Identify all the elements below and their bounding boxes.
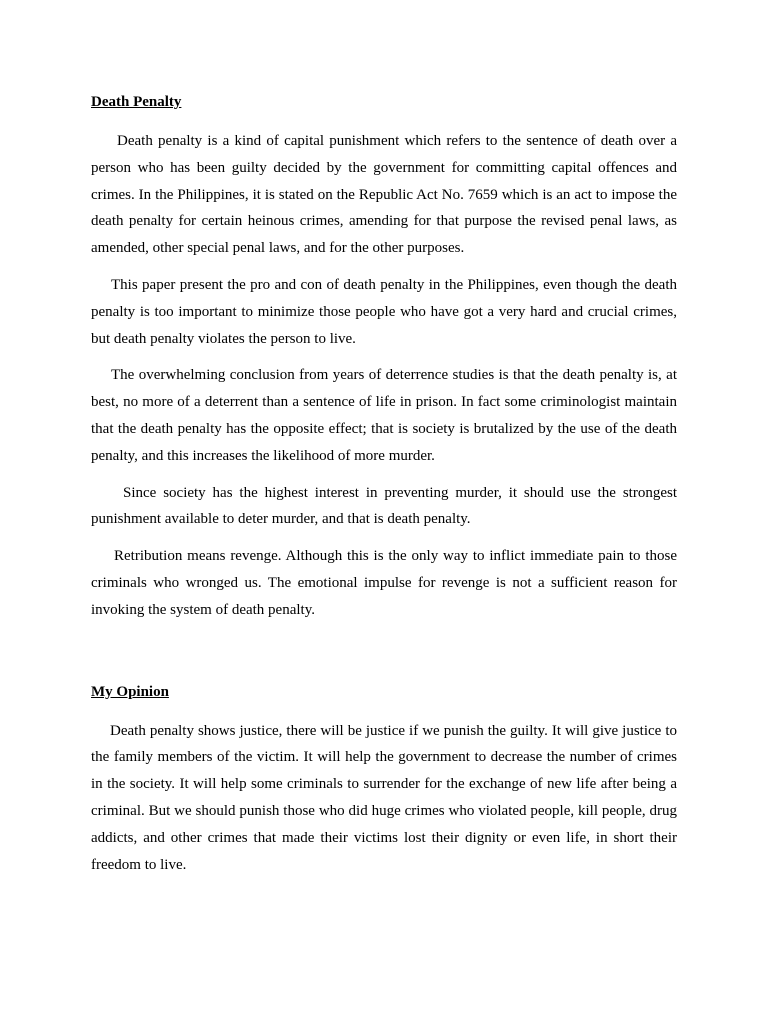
paragraph-retribution: Retribution means revenge. Although this is the only way to inflict immediate pain to those criminals who wronged us. The emotional impulse for revenge is not a sufficient reason for invoking the system of death penalty. bbox=[91, 548, 677, 618]
document-body bbox=[91, 92, 677, 888]
paragraph-definition: Death penalty is a kind of capital punishment which refers to the sentence of death over a person who has been guilty decided by the government for committing capital offences and crimes. In the Philippines, it is stated on the Republic Act No. 7659 which is an act to impose the death penalty for certain heinous crimes, amending for that purpose the revised penal laws, as amended, other special penal laws, and for the other purposes. bbox=[91, 133, 677, 257]
section-spacer bbox=[91, 634, 677, 682]
section-heading-death-penalty: Death Penalty bbox=[91, 94, 182, 110]
paragraph-pro-con: This paper present the pro and con of death penalty in the Philippines, even though the death penalty is too important to minimize those people who have got a very hard and crucial crimes, but death penalty violates the person to live. bbox=[91, 276, 677, 347]
section-heading-my-opinion: My Opinion bbox=[91, 683, 169, 700]
paragraph-opinion: Death penalty shows justice, there will be justice if we punish the guilty. It will give justice to the family members of the victim. It will help the government to decrease the number of crimes in the society. It will help some criminals to surrender for the exchange of new life after being a criminal. But we should punish those who did huge crimes who violated people, kill people, drug addicts, and other crimes that made their victims lost their dignity or even life, in short their freedom to live. bbox=[91, 722, 677, 873]
paragraph-deterrence: The overwhelming conclusion from years of deterrence studies is that the death penalty is, at best, no more of a deterrent than a sentence of life in prison. In fact some criminologist maintain that the death penalty has the opposite effect; that is society is brutalized by the use of the death penalty, and this increases the likelihood of more murder. bbox=[91, 367, 677, 464]
paragraph-society-interest: Since society has the highest interest in preventing murder, it should use the strongest punishment available to deter murder, and that is death penalty. bbox=[91, 484, 677, 528]
